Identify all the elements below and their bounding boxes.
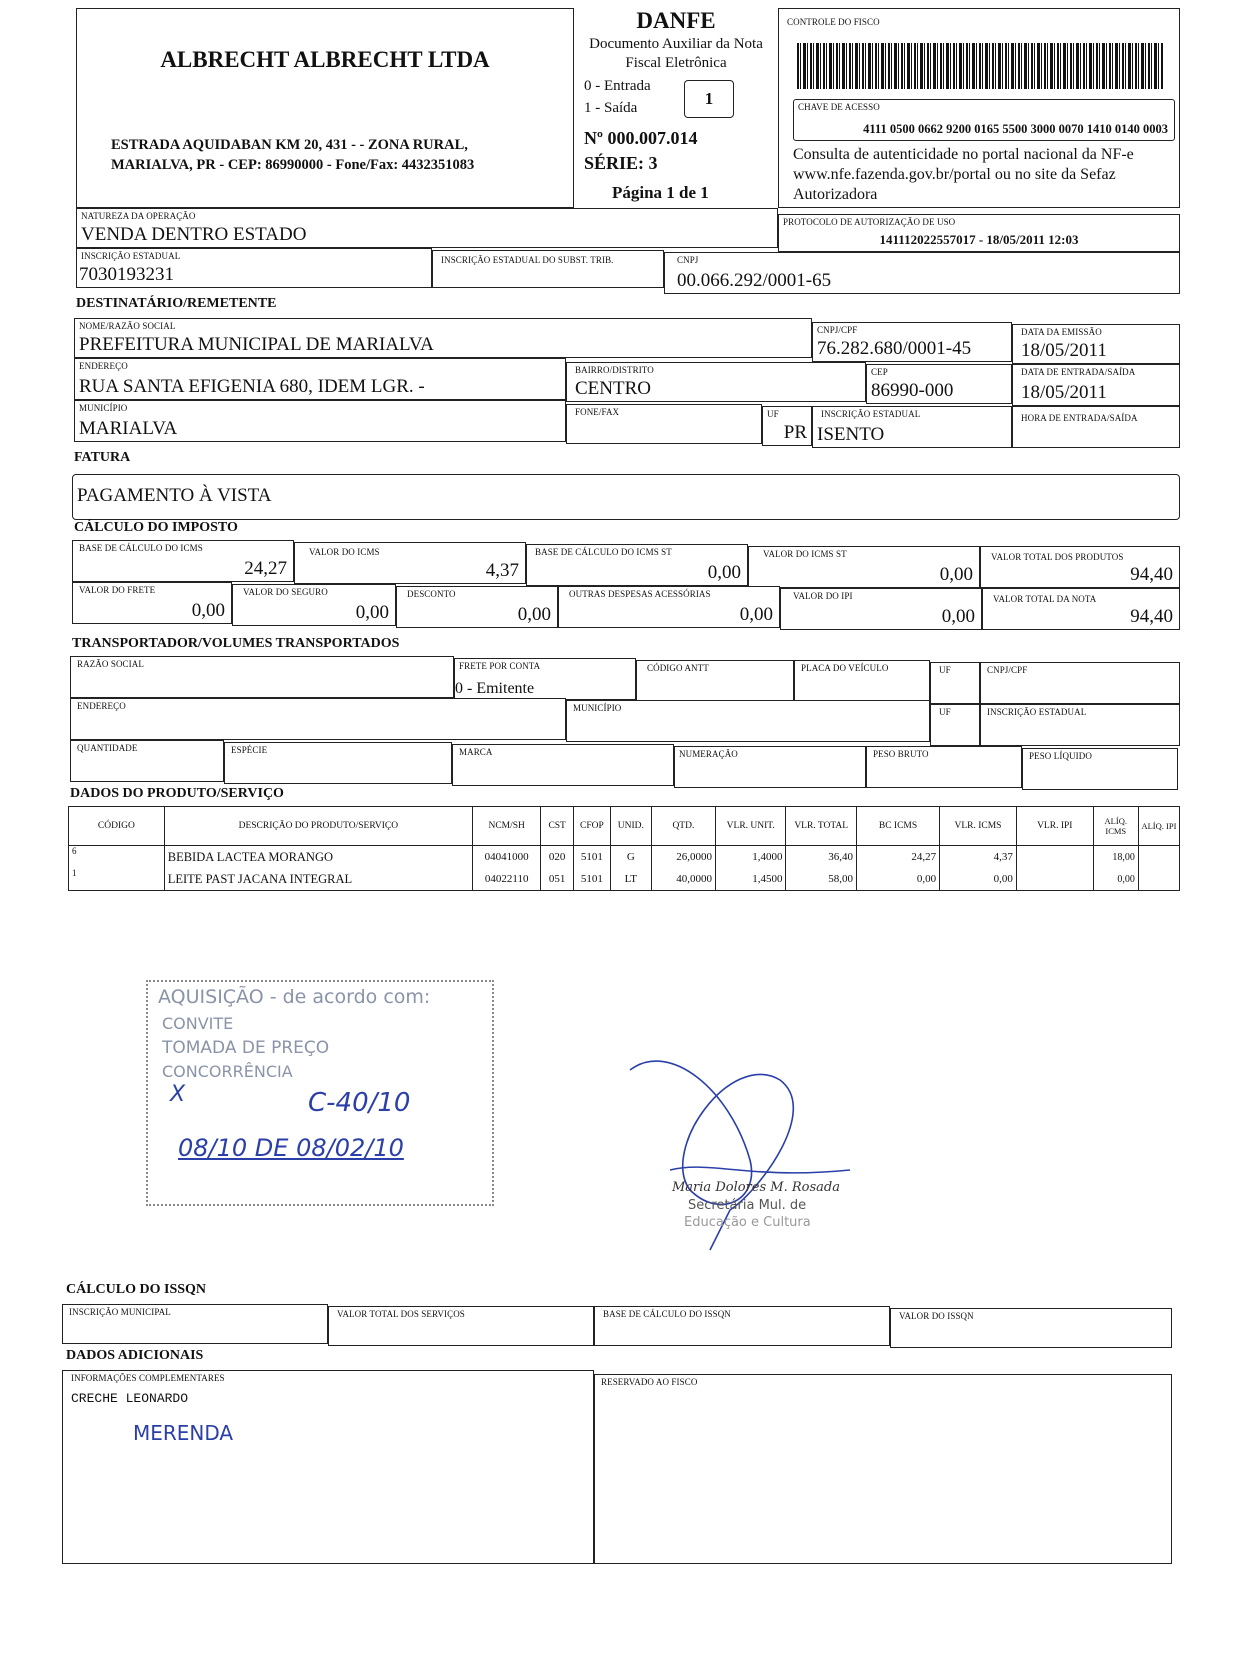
dest-cnpj-label: CNPJ/CPF bbox=[817, 325, 858, 335]
issqn-im-box bbox=[62, 1304, 328, 1344]
fatura-box bbox=[72, 474, 1180, 520]
dest-municipio-value: MARIALVA bbox=[79, 418, 178, 439]
desconto-box bbox=[396, 586, 558, 628]
base-st-value: 0,00 bbox=[707, 562, 741, 583]
transp-municipio-box bbox=[566, 700, 930, 742]
signature-name: Maria Dolores M. Rosada bbox=[672, 1180, 840, 1195]
transp-marca-label: MARCA bbox=[459, 747, 493, 757]
emitter-name: ALBRECHT ALBRECHT LTDA bbox=[160, 47, 490, 72]
dest-uf-value: PR bbox=[783, 422, 807, 443]
dest-nome-value: PREFEITURA MUNICIPAL DE MARIALVA bbox=[79, 334, 434, 355]
protocolo-box bbox=[778, 214, 1180, 252]
transp-especie-label: ESPÉCIE bbox=[231, 745, 268, 755]
dest-fone-label: FONE/FAX bbox=[575, 407, 620, 417]
cell-cfop: 5101 bbox=[573, 846, 610, 869]
transp-quantidade-label: QUANTIDADE bbox=[77, 743, 138, 753]
transp-quantidade-box bbox=[70, 740, 224, 782]
danfe-subtitle-1: Documento Auxiliar da Nota bbox=[589, 36, 763, 52]
dest-emissao-label: DATA DA EMISSÃO bbox=[1021, 327, 1102, 337]
transp-placa-label: PLACA DO VEÍCULO bbox=[801, 663, 889, 673]
stamp-line-3: TOMADA DE PREÇO bbox=[162, 1038, 330, 1058]
cnpj-label: CNPJ bbox=[677, 255, 699, 265]
cell-aliq-ipi bbox=[1138, 846, 1179, 869]
ie-st-box bbox=[432, 250, 664, 288]
col-vlr-icms: VLR. ICMS bbox=[940, 807, 1017, 846]
col-cst: CST bbox=[541, 807, 574, 846]
danfe-tipo-box: 1 bbox=[684, 80, 734, 118]
transp-ie-label: INSCRIÇÃO ESTADUAL bbox=[987, 707, 1087, 717]
cell-vlr-unit: 1,4000 bbox=[715, 846, 785, 869]
transp-frete-box bbox=[454, 658, 636, 700]
cnpj-value: 00.066.292/0001-65 bbox=[677, 270, 832, 291]
dest-uf-box bbox=[762, 406, 812, 446]
dest-cep-value: 86990-000 bbox=[871, 380, 954, 401]
stamp-line-1: AQUISIÇÃO - de acordo com: bbox=[158, 986, 431, 1008]
transp-frete-label: FRETE POR CONTA bbox=[459, 661, 541, 671]
dest-ie-value: ISENTO bbox=[817, 424, 885, 445]
cell-descricao: BEBIDA LACTEA MORANGO bbox=[164, 846, 472, 869]
dest-fone-box bbox=[566, 404, 762, 444]
dest-nome-box bbox=[74, 318, 812, 358]
transp-uf-label: UF bbox=[939, 665, 951, 675]
desconto-label: DESCONTO bbox=[407, 589, 456, 599]
outras-box bbox=[558, 586, 780, 628]
dest-emissao-value: 18/05/2011 bbox=[1021, 340, 1107, 361]
cell-vlr-icms: 4,37 bbox=[940, 846, 1017, 869]
dest-bairro-label: BAIRRO/DISTRITO bbox=[575, 365, 654, 375]
dest-cnpj-box bbox=[812, 322, 1012, 362]
col-vlr-ipi: VLR. IPI bbox=[1016, 807, 1093, 846]
valor-st-label: VALOR DO ICMS ST bbox=[763, 549, 847, 559]
danfe-serie: SÉRIE: 3 bbox=[584, 153, 658, 173]
outras-value: 0,00 bbox=[739, 604, 773, 625]
ipi-value: 0,00 bbox=[941, 606, 975, 627]
cell-vlr-unit: 1,4500 bbox=[715, 868, 785, 891]
dest-ie-box bbox=[812, 406, 1012, 448]
cell-codigo: 1 bbox=[69, 868, 165, 891]
transp-peso-bruto-box bbox=[866, 746, 1022, 788]
seguro-value: 0,00 bbox=[355, 602, 389, 623]
issqn-section-title: CÁLCULO DO ISSQN bbox=[66, 1282, 207, 1297]
col-qtd: QTD. bbox=[651, 807, 715, 846]
cell-cst: 051 bbox=[541, 868, 574, 891]
cell-descricao: LEITE PAST JACANA INTEGRAL bbox=[164, 868, 472, 891]
dest-bairro-box bbox=[566, 362, 866, 402]
table-row bbox=[69, 846, 1180, 869]
frete-box bbox=[72, 582, 232, 624]
cell-ncm: 04041000 bbox=[472, 846, 540, 869]
transp-municipio-label: MUNICÍPIO bbox=[573, 703, 622, 713]
transp-antt-label: CÓDIGO ANTT bbox=[647, 663, 709, 673]
cell-vlr-icms: 0,00 bbox=[940, 868, 1017, 891]
transp-especie-box bbox=[224, 742, 452, 784]
dest-nome-label: NOME/RAZÃO SOCIAL bbox=[79, 321, 176, 331]
cell-qtd: 40,0000 bbox=[651, 868, 715, 891]
col-descricao: DESCRIÇÃO DO PRODUTO/SERVIÇO bbox=[164, 807, 472, 846]
transp-cnpj-label: CNPJ/CPF bbox=[987, 665, 1028, 675]
dest-endereco-label: ENDEREÇO bbox=[79, 361, 128, 371]
col-cfop: CFOP bbox=[573, 807, 610, 846]
fatura-value: PAGAMENTO À VISTA bbox=[77, 485, 272, 506]
dest-entrada-box bbox=[1012, 364, 1180, 406]
transp-razao-box bbox=[70, 656, 454, 698]
frete-label: VALOR DO FRETE bbox=[79, 585, 156, 595]
transp-razao-label: RAZÃO SOCIAL bbox=[77, 659, 144, 669]
danfe-subtitle-2: Fiscal Eletrônica bbox=[625, 55, 727, 71]
ipi-label: VALOR DO IPI bbox=[793, 591, 853, 601]
col-aliq-icms: ALÍQ. ICMS bbox=[1093, 807, 1138, 846]
emitter-box bbox=[76, 8, 574, 208]
valor-icms-label: VALOR DO ICMS bbox=[309, 547, 380, 557]
dest-cep-box bbox=[866, 364, 1012, 404]
signature-role-1: Secretária Mul. de bbox=[688, 1198, 807, 1213]
emitter-address-line2: MARIALVA, PR - CEP: 86990000 - Fone/Fax: 4432351083 bbox=[111, 157, 475, 173]
reservado-fisco-label: RESERVADO AO FISCO bbox=[601, 1377, 698, 1387]
transp-numeracao-box bbox=[674, 746, 866, 788]
dest-emissao-box bbox=[1012, 324, 1180, 364]
table-row bbox=[69, 868, 1180, 891]
transp-peso-liquido-label: PESO LÍQUIDO bbox=[1029, 751, 1092, 761]
protocolo-value: 141112022557017 - 18/05/2011 12:03 bbox=[879, 232, 1079, 247]
chave-box bbox=[793, 99, 1175, 141]
cell-codigo: 6 bbox=[69, 846, 165, 869]
dest-hora-box bbox=[1012, 406, 1180, 448]
transp-peso-liquido-box bbox=[1022, 748, 1178, 790]
cnpj-box bbox=[664, 252, 1180, 294]
cell-qtd: 26,0000 bbox=[651, 846, 715, 869]
issqn-total-label: VALOR TOTAL DOS SERVIÇOS bbox=[337, 1309, 465, 1319]
col-vlr-total: VLR. TOTAL bbox=[786, 807, 856, 846]
stamp-handwritten-date: 08/10 DE 08/02/10 bbox=[178, 1134, 404, 1162]
cell-aliq-ipi bbox=[1138, 868, 1179, 891]
dest-municipio-box bbox=[74, 400, 566, 442]
desconto-value: 0,00 bbox=[517, 604, 551, 625]
cell-unid: LT bbox=[610, 868, 651, 891]
imposto-section-title: CÁLCULO DO IMPOSTO bbox=[74, 520, 238, 535]
base-icms-label: BASE DE CÁLCULO DO ICMS bbox=[79, 543, 203, 553]
transp-numeracao-label: NUMERAÇÃO bbox=[679, 749, 738, 759]
fatura-section-title: FATURA bbox=[74, 450, 131, 465]
base-st-box bbox=[526, 544, 748, 586]
total-nota-value: 94,40 bbox=[1130, 606, 1173, 627]
transp-uf2-label: UF bbox=[939, 707, 951, 717]
ipi-box bbox=[780, 588, 982, 630]
fisco-box bbox=[778, 8, 1180, 208]
dest-entrada-value: 18/05/2011 bbox=[1021, 382, 1107, 403]
col-ncm: NCM/SH bbox=[472, 807, 540, 846]
danfe-pagina: Página 1 de 1 bbox=[612, 183, 709, 202]
dest-endereco-value: RUA SANTA EFIGENIA 680, IDEM LGR. - bbox=[79, 376, 425, 397]
info-complementares-value: CRECHE LEONARDO bbox=[71, 1391, 189, 1406]
protocolo-label: PROTOCOLO DE AUTORIZAÇÃO DE USO bbox=[783, 217, 956, 227]
stamp-handwritten-number: C-40/10 bbox=[308, 1088, 411, 1118]
transp-endereco-box bbox=[70, 698, 566, 740]
issqn-valor-label: VALOR DO ISSQN bbox=[899, 1311, 974, 1321]
cell-bc-icms: 24,27 bbox=[856, 846, 939, 869]
dest-uf-label: UF bbox=[767, 409, 779, 419]
col-codigo: CÓDIGO bbox=[69, 807, 165, 846]
total-produtos-label: VALOR TOTAL DOS PRODUTOS bbox=[991, 552, 1124, 562]
cell-aliq-icms: 18,00 bbox=[1093, 846, 1138, 869]
transp-endereco-label: ENDEREÇO bbox=[77, 701, 126, 711]
dest-cnpj-value: 76.282.680/0001-45 bbox=[817, 338, 972, 359]
chave-label: CHAVE DE ACESSO bbox=[798, 102, 880, 112]
valor-st-value: 0,00 bbox=[939, 564, 973, 585]
signature-role-2: Educação e Cultura bbox=[684, 1215, 811, 1230]
total-produtos-box bbox=[980, 546, 1180, 588]
signature-icon bbox=[610, 1050, 910, 1270]
stamp-line-2: CONVITE bbox=[162, 1014, 234, 1033]
cell-aliq-icms: 0,00 bbox=[1093, 868, 1138, 891]
transp-uf-box bbox=[930, 662, 980, 704]
cell-vlr-total: 36,40 bbox=[786, 846, 856, 869]
transp-peso-bruto-label: PESO BRUTO bbox=[873, 749, 929, 759]
dest-bairro-value: CENTRO bbox=[575, 378, 651, 399]
transp-frete-value: 0 - Emitente bbox=[455, 680, 535, 697]
dest-hora-label: HORA DE ENTRADA/SAÍDA bbox=[1021, 413, 1138, 423]
total-nota-box bbox=[982, 588, 1180, 630]
seguro-label: VALOR DO SEGURO bbox=[243, 587, 328, 597]
danfe-block bbox=[574, 8, 778, 208]
stamp-line-4: CONCORRÊNCIA bbox=[162, 1062, 293, 1081]
col-vlr-unit: VLR. UNIT. bbox=[715, 807, 785, 846]
ie-label: INSCRIÇÃO ESTADUAL bbox=[81, 251, 181, 261]
dest-entrada-label: DATA DE ENTRADA/SAÍDA bbox=[1021, 367, 1136, 377]
outras-label: OUTRAS DESPESAS ACESSÓRIAS bbox=[569, 589, 711, 599]
consulta-text: Consulta de autenticidade no portal nacional da NF-e www.nfe.fazenda.gov.br/portal ou no site da Sefaz Autorizadora bbox=[793, 146, 1134, 203]
total-nota-label: VALOR TOTAL DA NOTA bbox=[993, 594, 1097, 604]
dest-ie-label: INSCRIÇÃO ESTADUAL bbox=[821, 409, 921, 419]
chave-acesso: 4111 0500 0662 9200 0165 5500 3000 0070 1410 0140 0003 bbox=[863, 122, 1168, 136]
danfe-entrada: 0 - Entrada bbox=[584, 78, 651, 94]
valor-icms-value: 4,37 bbox=[485, 560, 519, 581]
danfe-saida: 1 - Saída bbox=[584, 100, 638, 116]
natureza-label: NATUREZA DA OPERAÇÃO bbox=[81, 211, 196, 221]
ie-st-label: INSCRIÇÃO ESTADUAL DO SUBST. TRIB. bbox=[441, 255, 614, 265]
issqn-base-box bbox=[594, 1306, 890, 1346]
transp-ie-box bbox=[980, 704, 1180, 746]
base-st-label: BASE DE CÁLCULO DO ICMS ST bbox=[535, 547, 672, 557]
adicionais-section-title: DADOS ADICIONAIS bbox=[66, 1348, 204, 1363]
reservado-fisco-box bbox=[594, 1374, 1172, 1564]
destinatario-section-title: DESTINATÁRIO/REMETENTE bbox=[76, 296, 277, 311]
cell-cfop: 5101 bbox=[573, 868, 610, 891]
issqn-base-label: BASE DE CÁLCULO DO ISSQN bbox=[603, 1309, 731, 1319]
cell-unid: G bbox=[610, 846, 651, 869]
transp-placa-box bbox=[794, 660, 930, 702]
danfe-numero: Nº 000.007.014 bbox=[584, 128, 698, 148]
products-header-row bbox=[69, 807, 1180, 846]
danfe-title: DANFE bbox=[636, 8, 716, 33]
dest-municipio-label: MUNICÍPIO bbox=[79, 403, 128, 413]
col-aliq-ipi: ALÍQ. IPI bbox=[1138, 807, 1179, 846]
transp-marca-box bbox=[452, 744, 674, 786]
products-table bbox=[68, 806, 1180, 891]
stamp-mark: X bbox=[170, 1082, 186, 1107]
transp-antt-box bbox=[636, 660, 794, 702]
transp-cnpj-box bbox=[980, 662, 1180, 704]
base-icms-value: 24,27 bbox=[244, 558, 287, 579]
valor-st-box bbox=[748, 546, 980, 588]
cell-bc-icms: 0,00 bbox=[856, 868, 939, 891]
info-complementares-box bbox=[62, 1370, 594, 1564]
issqn-total-box bbox=[328, 1306, 594, 1346]
natureza-box bbox=[76, 208, 778, 248]
barcode bbox=[797, 43, 1163, 89]
natureza-value: VENDA DENTRO ESTADO bbox=[81, 224, 307, 245]
ie-value: 7030193231 bbox=[79, 264, 174, 285]
info-handwritten-note: MERENDA bbox=[133, 1421, 234, 1445]
cell-cst: 020 bbox=[541, 846, 574, 869]
ie-box bbox=[76, 248, 432, 288]
col-bc-icms: BC ICMS bbox=[856, 807, 939, 846]
produtos-section-title: DADOS DO PRODUTO/SERVIÇO bbox=[70, 786, 284, 801]
info-complementares-label: INFORMAÇÕES COMPLEMENTARES bbox=[71, 1373, 225, 1383]
controle-fisco-label: CONTROLE DO FISCO bbox=[787, 17, 880, 27]
total-produtos-value: 94,40 bbox=[1130, 564, 1173, 585]
transporte-section-title: TRANSPORTADOR/VOLUMES TRANSPORTADOS bbox=[72, 636, 400, 651]
cell-ncm: 04022110 bbox=[472, 868, 540, 891]
frete-value: 0,00 bbox=[191, 600, 225, 621]
base-icms-box bbox=[72, 540, 294, 582]
transp-uf2-box bbox=[930, 704, 980, 746]
cell-vlr-ipi bbox=[1016, 868, 1093, 891]
dest-cep-label: CEP bbox=[871, 367, 888, 377]
cell-vlr-total: 58,00 bbox=[786, 868, 856, 891]
dest-endereco-box bbox=[74, 358, 566, 400]
seguro-box bbox=[232, 584, 396, 626]
acquisition-stamp bbox=[146, 980, 494, 1206]
col-unid: UNID. bbox=[610, 807, 651, 846]
issqn-valor-box bbox=[890, 1308, 1172, 1348]
issqn-im-label: INSCRIÇÃO MUNICIPAL bbox=[69, 1307, 171, 1317]
valor-icms-box bbox=[294, 542, 526, 584]
cell-vlr-ipi bbox=[1016, 846, 1093, 869]
emitter-address-line1: ESTRADA AQUIDABAN KM 20, 431 - - ZONA RURAL, bbox=[111, 137, 468, 153]
